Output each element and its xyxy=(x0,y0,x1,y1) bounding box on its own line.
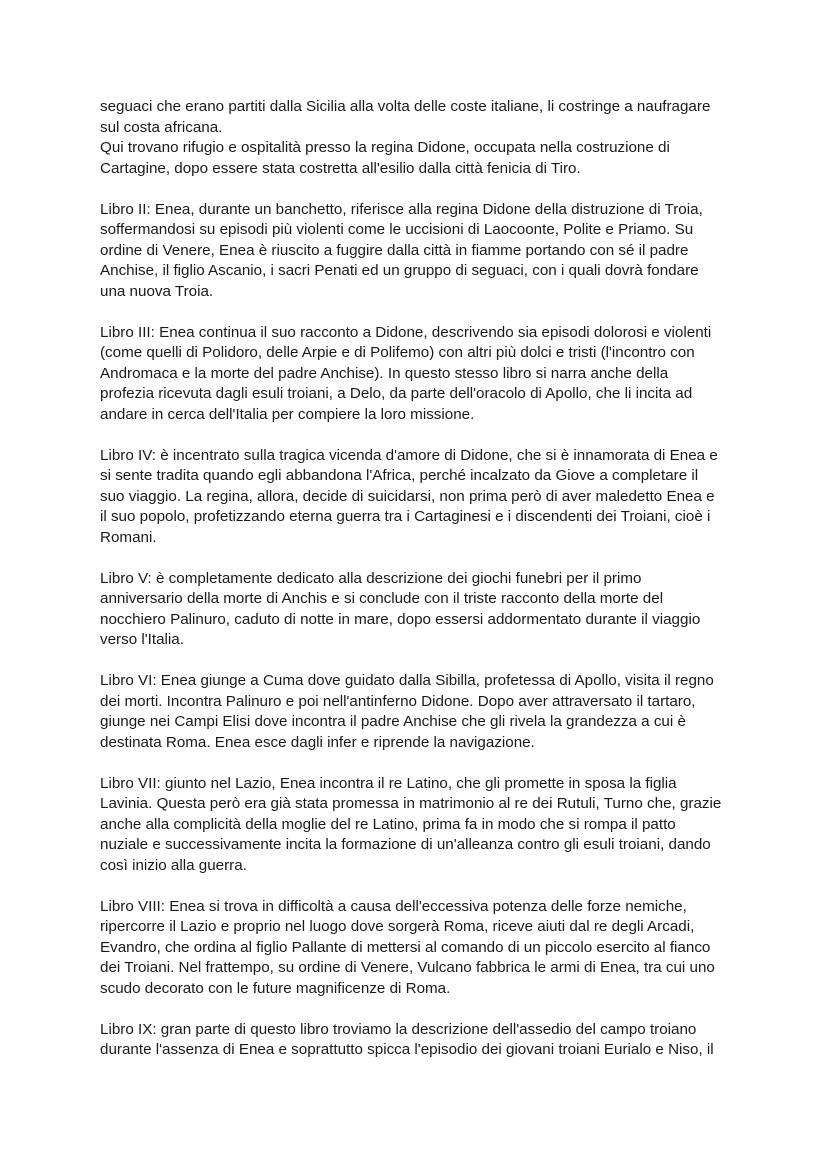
text-line: giunge nei Campi Elisi dove incontra il padre Anchise che gli rivela la grandezza a cui è xyxy=(100,713,686,730)
text-line: durante l'assenza di Enea e soprattutto spicca l'episodio dei giovani troiani Eurialo e Niso, il xyxy=(100,1041,714,1058)
text-line: Cartagine, dopo essere stata costretta all'esilio dalla città fenicia di Tiro. xyxy=(100,159,581,177)
text-line: così inizio alla guerra. xyxy=(100,856,247,874)
text-line: nocchiero Palinuro, caduto di notte in mare, dopo essersi addormentato durante il viaggio xyxy=(100,610,701,628)
paragraph xyxy=(100,774,740,877)
text-line: suo viaggio. La regina, allora, decide di suicidarsi, non prima però di aver maledetto Enea e xyxy=(100,487,715,505)
paragraph xyxy=(100,671,740,753)
text-line: scudo decorato con le future magnificenze di Roma. xyxy=(100,979,451,997)
text-line: anche alla complicità della moglie del re Latino, prima fa in modo che si rompa il patto xyxy=(100,815,676,833)
text-line: (come quelli di Polidoro, delle Arpie e di Polifemo) con altri più dolci e tristi (l'incontro con xyxy=(100,344,695,361)
text-line: dei morti. Incontra Palinuro e poi nell'antinferno Didone. Dopo aver attraversato il tartaro, xyxy=(100,692,696,710)
text-line: Libro V: è completamente dedicato alla descrizione dei giochi funebri per il primo xyxy=(100,569,642,587)
text-line: destinata Roma. Enea esce dagli infer e riprende la navigazione. xyxy=(100,733,535,751)
text-line: Evandro, che ordina al figlio Pallante di mettersi al comando di un piccolo esercito al fianco xyxy=(100,938,711,956)
paragraph xyxy=(100,323,740,426)
text-line: anniversario della morte di Anchis e si conclude con il triste racconto della morte del xyxy=(100,590,664,607)
text-line: Anchise, il figlio Ascanio, i sacri Penati ed un gruppo di seguaci, con i quali dovrà fondare xyxy=(100,262,699,279)
text-line: profezia ricevuta dagli esuli troiani, a Delo, da parte dell'oracolo di Apollo, che li incita ad xyxy=(100,385,693,402)
paragraph xyxy=(100,200,740,303)
paragraph xyxy=(100,897,740,1000)
text-line: Libro VI: Enea giunge a Cuma dove guidato dalla Sibilla, profetessa di Apollo, visita il regno xyxy=(100,672,714,689)
document-body xyxy=(100,97,740,1081)
text-line: ripercorre il Lazio e proprio nel luogo dove sorgerà Roma, riceve aiuti dal re degli Arcadi, xyxy=(100,918,695,935)
paragraph xyxy=(100,1020,740,1061)
text-line: sul costa africana. xyxy=(100,118,223,136)
text-line: andare in cerca dell'Italia per compiere la loro missione. xyxy=(100,405,475,423)
text-line: Libro VIII: Enea si trova in difficoltà a causa dell'eccessiva potenza delle forze nemiche, xyxy=(100,897,687,915)
text-line: Romani. xyxy=(100,528,157,546)
text-line: Lavinia. Questa però era già stata promessa in matrimonio al re dei Rutuli, Turno che, grazie xyxy=(100,795,722,812)
text-line: verso l'Italia. xyxy=(100,631,184,648)
text-line: dei Troiani. Nel frattempo, su ordine di Venere, Vulcano fabbrica le armi di Enea, tra cui uno xyxy=(100,959,715,976)
text-line: Libro II: Enea, durante un banchetto, riferisce alla regina Didone della distruzione di Troia, xyxy=(100,200,703,218)
text-line: il suo popolo, profetizzando eterna guerra tra i Cartaginesi e i discendenti dei Troiani, cioè i xyxy=(100,508,711,525)
text-line: Libro VII: giunto nel Lazio, Enea incontra il re Latino, che gli promette in sposa la figlia xyxy=(100,774,677,792)
paragraph xyxy=(100,97,740,179)
text-line: seguaci che erano partiti dalla Sicilia alla volta delle coste italiane, li costringe a naufragare xyxy=(100,98,711,115)
paragraph xyxy=(100,446,740,549)
text-line: Andromaca e la morte del padre Anchise). In questo stesso libro si narra anche della xyxy=(100,364,669,382)
text-line: ordine di Venere, Enea è riuscito a fuggire dalla città in fiamme portando con sé il padre xyxy=(100,241,689,259)
text-line: soffermandosi su episodi più violenti come le uccisioni di Laocoonte, Polite e Priamo. Su xyxy=(100,221,694,238)
text-line: Libro IX: gran parte di questo libro troviamo la descrizione dell'assedio del campo troiano xyxy=(100,1020,697,1038)
text-line: Qui trovano rifugio e ospitalità presso la regina Didone, occupata nella costruzione di xyxy=(100,139,670,156)
text-line: una nuova Troia. xyxy=(100,282,214,300)
text-line: nuziale e successivamente incita la formazione di un'alleanza contro gli esuli troiani, dando xyxy=(100,836,711,853)
text-line: Libro III: Enea continua il suo racconto a Didone, descrivendo sia episodi dolorosi e violenti xyxy=(100,323,712,341)
text-line: si sente tradita quando egli abbandona l'Africa, perché incalzato da Giove a completare il xyxy=(100,467,699,484)
paragraph xyxy=(100,569,740,651)
text-line: Libro IV: è incentrato sulla tragica vicenda d'amore di Didone, che si è innamorata di Enea e xyxy=(100,446,718,464)
